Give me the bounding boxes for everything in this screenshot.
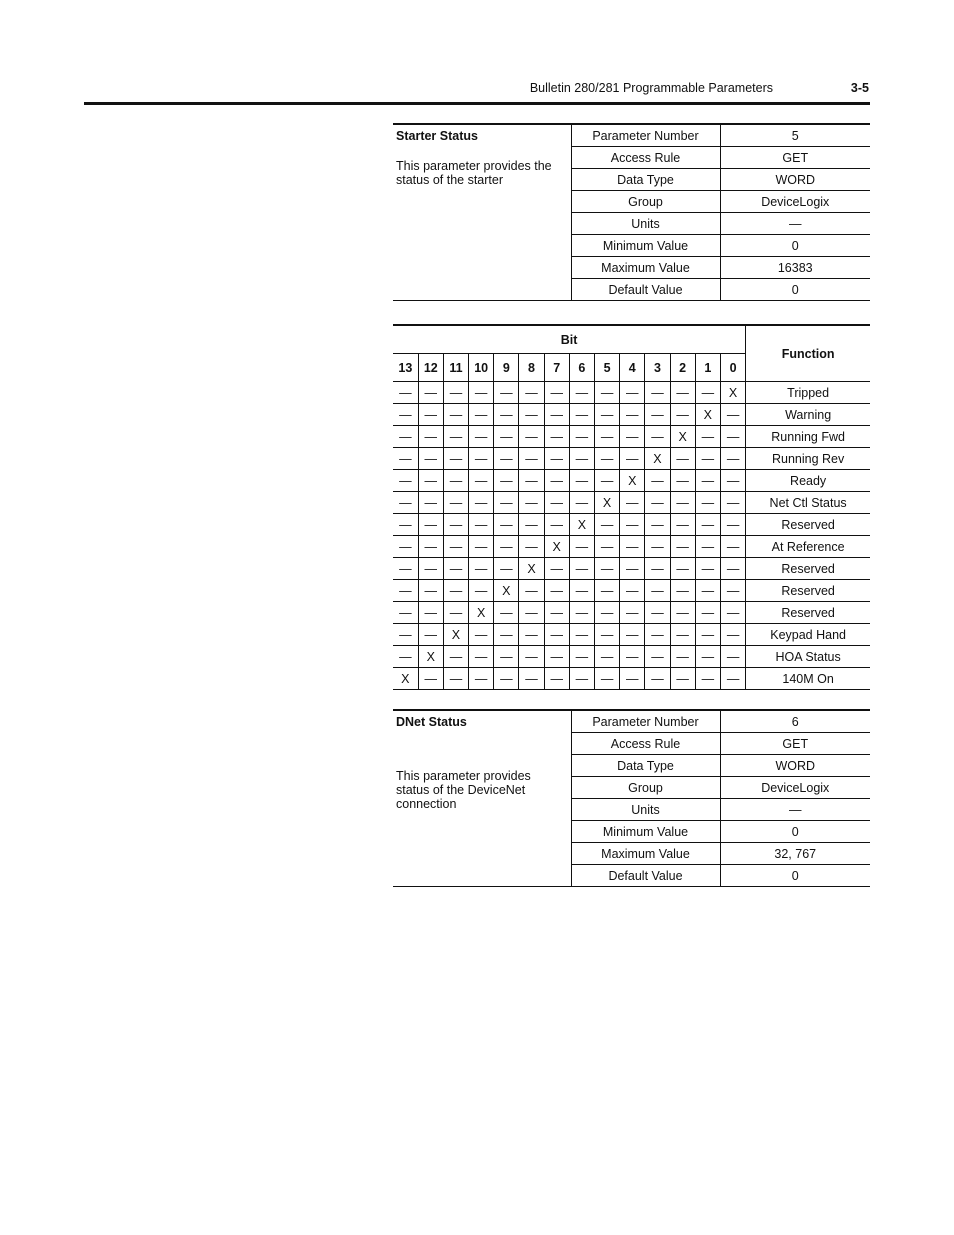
bit-clear-mark: —	[393, 426, 418, 448]
bit-number-header: 12	[418, 354, 443, 382]
bit-clear-mark: —	[720, 492, 745, 514]
bit-clear-mark: —	[469, 646, 494, 668]
bit-function-row	[393, 646, 870, 668]
bit-clear-mark: —	[494, 558, 519, 580]
bit-clear-mark: —	[494, 382, 519, 404]
bit-set-mark: X	[418, 646, 443, 668]
bit-function-row	[393, 492, 870, 514]
bit-set-mark: X	[569, 514, 594, 536]
bit-clear-mark: —	[720, 668, 745, 690]
bit-clear-mark: —	[418, 514, 443, 536]
parameter-label: Data Type	[571, 755, 720, 777]
bit-function-row	[393, 448, 870, 470]
bit-clear-mark: —	[519, 580, 544, 602]
bit-clear-mark: —	[720, 580, 745, 602]
bit-clear-mark: —	[544, 646, 569, 668]
bit-clear-mark: —	[544, 470, 569, 492]
parameter-label: Access Rule	[571, 147, 720, 169]
bit-number-header: 8	[519, 354, 544, 382]
bit-clear-mark: —	[670, 646, 695, 668]
bit-set-mark: X	[519, 558, 544, 580]
bit-clear-mark: —	[494, 404, 519, 426]
parameter-label: Data Type	[571, 169, 720, 191]
bit-clear-mark: —	[393, 580, 418, 602]
bit-set-mark: X	[544, 536, 569, 558]
parameter-row	[393, 124, 870, 147]
bit-clear-mark: —	[418, 470, 443, 492]
bit-clear-mark: —	[494, 492, 519, 514]
bit-clear-mark: —	[469, 426, 494, 448]
bit-clear-mark: —	[519, 382, 544, 404]
bit-clear-mark: —	[695, 514, 720, 536]
bit-clear-mark: —	[695, 382, 720, 404]
bit-clear-mark: —	[720, 624, 745, 646]
parameter-value: —	[720, 799, 870, 821]
running-header-title: Bulletin 280/281 Programmable Parameters	[529, 81, 773, 95]
bit-clear-mark: —	[620, 602, 645, 624]
bit-clear-mark: —	[418, 558, 443, 580]
bit-clear-mark: —	[443, 602, 468, 624]
bit-clear-mark: —	[569, 668, 594, 690]
bit-function-row	[393, 602, 870, 624]
bit-clear-mark: —	[519, 646, 544, 668]
bit-clear-mark: —	[519, 536, 544, 558]
bit-set-mark: X	[620, 470, 645, 492]
bit-function-label: Tripped	[746, 382, 870, 404]
bit-clear-mark: —	[569, 404, 594, 426]
bit-clear-mark: —	[620, 580, 645, 602]
bit-clear-mark: —	[670, 470, 695, 492]
bit-function-row	[393, 580, 870, 602]
parameter-value: GET	[720, 733, 870, 755]
bit-clear-mark: —	[595, 558, 620, 580]
parameter-value: 0	[720, 821, 870, 843]
bit-clear-mark: —	[695, 646, 720, 668]
bit-clear-mark: —	[393, 624, 418, 646]
starter-status-rows	[393, 124, 870, 301]
parameter-value: 6	[791, 714, 799, 729]
bit-clear-mark: —	[569, 470, 594, 492]
bit-clear-mark: —	[620, 514, 645, 536]
bit-number-header: 2	[670, 354, 695, 382]
bit-function-label: Reserved	[746, 602, 870, 624]
bit-clear-mark: —	[645, 646, 670, 668]
bit-clear-mark: —	[695, 470, 720, 492]
bit-clear-mark: —	[720, 448, 745, 470]
bit-set-mark: X	[645, 448, 670, 470]
bit-clear-mark: —	[519, 470, 544, 492]
bit-clear-mark: —	[418, 536, 443, 558]
bit-clear-mark: —	[620, 668, 645, 690]
bit-clear-mark: —	[645, 536, 670, 558]
bit-function-label: Ready	[746, 470, 870, 492]
bit-clear-mark: —	[544, 404, 569, 426]
parameter-value: DeviceLogix	[720, 777, 870, 799]
parameter-value: DeviceLogix	[720, 191, 870, 213]
bit-number-header: 3	[645, 354, 670, 382]
bit-clear-mark: —	[695, 492, 720, 514]
bit-clear-mark: —	[720, 404, 745, 426]
parameter-value: WORD	[720, 169, 870, 191]
bit-number-header: 0	[720, 354, 745, 382]
bit-clear-mark: —	[443, 426, 468, 448]
bit-clear-mark: —	[494, 668, 519, 690]
bit-clear-mark: —	[569, 624, 594, 646]
bit-clear-mark: —	[519, 426, 544, 448]
bit-clear-mark: —	[494, 536, 519, 558]
bit-function-row	[393, 404, 870, 426]
parameter-description-cell	[393, 710, 571, 887]
bit-clear-mark: —	[393, 646, 418, 668]
bit-clear-mark: —	[418, 580, 443, 602]
bit-number-header: 7	[544, 354, 569, 382]
bit-clear-mark: —	[469, 668, 494, 690]
parameter-title: Starter Status	[396, 129, 478, 143]
bit-function-row	[393, 536, 870, 558]
bit-clear-mark: —	[695, 448, 720, 470]
bit-set-mark: X	[443, 624, 468, 646]
bit-function-label: At Reference	[746, 536, 870, 558]
bit-clear-mark: —	[645, 624, 670, 646]
header-divider	[84, 102, 870, 105]
bit-set-mark: X	[469, 602, 494, 624]
parameter-value: 5	[791, 128, 799, 143]
bit-clear-mark: —	[544, 492, 569, 514]
parameter-label: Access Rule	[571, 733, 720, 755]
bit-clear-mark: —	[670, 382, 695, 404]
bit-clear-mark: —	[519, 448, 544, 470]
bit-clear-mark: —	[620, 536, 645, 558]
bit-clear-mark: —	[720, 470, 745, 492]
bit-function-label: Running Fwd	[746, 426, 870, 448]
bit-clear-mark: —	[645, 580, 670, 602]
parameter-label: Group	[571, 191, 720, 213]
bit-clear-mark: —	[569, 492, 594, 514]
bit-clear-mark: —	[418, 448, 443, 470]
bit-clear-mark: —	[443, 558, 468, 580]
bit-function-label: Net Ctl Status	[746, 492, 870, 514]
parameter-row	[393, 710, 870, 733]
parameter-title: DNet Status	[396, 715, 467, 729]
function-header: Function	[746, 325, 870, 382]
bit-clear-mark: —	[695, 580, 720, 602]
bit-clear-mark: —	[620, 404, 645, 426]
bit-clear-mark: —	[519, 602, 544, 624]
bit-clear-mark: —	[645, 602, 670, 624]
parameter-value: 32, 767	[720, 843, 870, 865]
bit-function-row	[393, 558, 870, 580]
bit-clear-mark: —	[418, 668, 443, 690]
bit-clear-mark: —	[720, 426, 745, 448]
bit-set-mark: X	[393, 668, 418, 690]
starter-status-bit-table	[393, 324, 870, 690]
bit-clear-mark: —	[393, 602, 418, 624]
bit-clear-mark: —	[620, 558, 645, 580]
bit-clear-mark: —	[494, 514, 519, 536]
bit-clear-mark: —	[469, 580, 494, 602]
bit-clear-mark: —	[469, 404, 494, 426]
bit-set-mark: X	[670, 426, 695, 448]
bit-function-label: HOA Status	[746, 646, 870, 668]
bit-function-row	[393, 668, 870, 690]
parameter-label: Units	[571, 799, 720, 821]
bit-clear-mark: —	[519, 514, 544, 536]
bit-clear-mark: —	[645, 382, 670, 404]
bit-clear-mark: —	[469, 558, 494, 580]
bit-clear-mark: —	[695, 536, 720, 558]
bit-clear-mark: —	[544, 426, 569, 448]
bit-clear-mark: —	[469, 382, 494, 404]
bit-clear-mark: —	[519, 668, 544, 690]
bit-function-label: Warning	[746, 404, 870, 426]
parameter-value: 16383	[720, 257, 870, 279]
bit-clear-mark: —	[469, 492, 494, 514]
bit-clear-mark: —	[494, 448, 519, 470]
bit-clear-mark: —	[418, 602, 443, 624]
bit-clear-mark: —	[569, 558, 594, 580]
bit-clear-mark: —	[645, 426, 670, 448]
bit-clear-mark: —	[670, 668, 695, 690]
bit-function-row	[393, 426, 870, 448]
bit-clear-mark: —	[670, 404, 695, 426]
bit-clear-mark: —	[469, 536, 494, 558]
bit-clear-mark: —	[595, 448, 620, 470]
bit-clear-mark: —	[620, 448, 645, 470]
bit-clear-mark: —	[569, 580, 594, 602]
parameter-value: 0	[720, 235, 870, 257]
bit-function-label: 140M On	[746, 668, 870, 690]
bit-clear-mark: —	[569, 426, 594, 448]
bit-clear-mark: —	[645, 470, 670, 492]
bit-clear-mark: —	[443, 470, 468, 492]
parameter-label: Minimum Value	[571, 821, 720, 843]
bit-clear-mark: —	[695, 668, 720, 690]
bit-clear-mark: —	[620, 492, 645, 514]
bit-clear-mark: —	[494, 646, 519, 668]
bit-clear-mark: —	[519, 624, 544, 646]
parameter-value: —	[720, 213, 870, 235]
dnet-status-parameter-table	[393, 709, 870, 887]
bit-set-mark: X	[494, 580, 519, 602]
bit-clear-mark: —	[544, 382, 569, 404]
bit-clear-mark: —	[443, 448, 468, 470]
bit-clear-mark: —	[645, 404, 670, 426]
bit-clear-mark: —	[469, 624, 494, 646]
bit-clear-mark: —	[544, 602, 569, 624]
bit-clear-mark: —	[569, 382, 594, 404]
bit-clear-mark: —	[595, 404, 620, 426]
parameter-value: GET	[720, 147, 870, 169]
parameter-label: Maximum Value	[571, 257, 720, 279]
parameter-label: Maximum Value	[571, 843, 720, 865]
bit-clear-mark: —	[443, 404, 468, 426]
bit-clear-mark: —	[544, 514, 569, 536]
bit-clear-mark: —	[595, 470, 620, 492]
bit-clear-mark: —	[469, 514, 494, 536]
bit-function-label: Reserved	[746, 580, 870, 602]
bit-function-row	[393, 624, 870, 646]
bit-clear-mark: —	[695, 624, 720, 646]
bit-clear-mark: —	[670, 624, 695, 646]
bit-clear-mark: —	[418, 382, 443, 404]
bit-clear-mark: —	[720, 558, 745, 580]
bit-clear-mark: —	[645, 668, 670, 690]
bit-clear-mark: —	[544, 668, 569, 690]
bit-number-header: 11	[443, 354, 468, 382]
bit-clear-mark: —	[569, 448, 594, 470]
bit-clear-mark: —	[393, 470, 418, 492]
bit-clear-mark: —	[393, 514, 418, 536]
bit-clear-mark: —	[494, 426, 519, 448]
parameter-label: Parameter Number	[571, 124, 720, 147]
bit-clear-mark: —	[418, 426, 443, 448]
parameter-label: Parameter Number	[571, 710, 720, 733]
bit-rows	[393, 382, 870, 690]
bit-clear-mark: —	[469, 448, 494, 470]
parameter-description-cell	[393, 124, 571, 301]
bit-clear-mark: —	[670, 580, 695, 602]
bit-clear-mark: —	[443, 668, 468, 690]
bit-number-header: 5	[595, 354, 620, 382]
parameter-description: This parameter provides status of the DeviceNet connection	[396, 769, 531, 811]
bit-set-mark: X	[695, 404, 720, 426]
parameter-label: Default Value	[571, 865, 720, 887]
bit-clear-mark: —	[393, 382, 418, 404]
parameter-label: Default Value	[571, 279, 720, 301]
bit-clear-mark: —	[670, 448, 695, 470]
bit-clear-mark: —	[393, 536, 418, 558]
starter-status-parameter-table	[393, 123, 870, 301]
bit-clear-mark: —	[569, 646, 594, 668]
bit-number-header: 9	[494, 354, 519, 382]
bit-function-label: Running Rev	[746, 448, 870, 470]
bit-clear-mark: —	[443, 382, 468, 404]
bit-clear-mark: —	[720, 646, 745, 668]
bit-clear-mark: —	[645, 492, 670, 514]
bit-function-label: Keypad Hand	[746, 624, 870, 646]
bit-clear-mark: —	[620, 646, 645, 668]
bit-clear-mark: —	[645, 514, 670, 536]
bit-set-mark: X	[595, 492, 620, 514]
bit-clear-mark: —	[670, 492, 695, 514]
bit-function-row	[393, 470, 870, 492]
parameter-description: This parameter provides the status of the starter	[396, 159, 552, 187]
bit-clear-mark: —	[569, 536, 594, 558]
bit-function-row	[393, 382, 870, 404]
bit-clear-mark: —	[519, 404, 544, 426]
bit-clear-mark: —	[494, 470, 519, 492]
bit-group-header: Bit	[560, 332, 578, 347]
bit-clear-mark: —	[544, 624, 569, 646]
bit-clear-mark: —	[544, 558, 569, 580]
bit-group-header-row	[393, 325, 870, 354]
bit-clear-mark: —	[595, 382, 620, 404]
bit-clear-mark: —	[670, 514, 695, 536]
bit-clear-mark: —	[418, 404, 443, 426]
bit-function-label: Reserved	[746, 558, 870, 580]
bit-clear-mark: —	[443, 536, 468, 558]
bit-clear-mark: —	[595, 668, 620, 690]
bit-clear-mark: —	[720, 514, 745, 536]
bit-number-header: 13	[393, 354, 418, 382]
bit-clear-mark: —	[443, 492, 468, 514]
bit-clear-mark: —	[393, 448, 418, 470]
bit-clear-mark: —	[670, 536, 695, 558]
bit-number-header: 10	[469, 354, 494, 382]
bit-clear-mark: —	[469, 470, 494, 492]
bit-clear-mark: —	[670, 558, 695, 580]
page-number: 3-5	[850, 81, 869, 95]
bit-clear-mark: —	[720, 602, 745, 624]
bit-clear-mark: —	[443, 514, 468, 536]
bit-clear-mark: —	[620, 382, 645, 404]
bit-clear-mark: —	[569, 602, 594, 624]
parameter-label: Minimum Value	[571, 235, 720, 257]
bit-clear-mark: —	[544, 580, 569, 602]
bit-clear-mark: —	[393, 558, 418, 580]
bit-clear-mark: —	[595, 426, 620, 448]
bit-function-row	[393, 514, 870, 536]
bit-set-mark: X	[720, 382, 745, 404]
dnet-status-rows	[393, 710, 870, 887]
bit-clear-mark: —	[519, 492, 544, 514]
bit-clear-mark: —	[595, 624, 620, 646]
bit-clear-mark: —	[544, 448, 569, 470]
bit-clear-mark: —	[443, 580, 468, 602]
bit-clear-mark: —	[645, 558, 670, 580]
bit-clear-mark: —	[595, 536, 620, 558]
bit-clear-mark: —	[595, 580, 620, 602]
bit-number-header: 6	[569, 354, 594, 382]
bit-clear-mark: —	[695, 602, 720, 624]
bit-clear-mark: —	[393, 404, 418, 426]
bit-clear-mark: —	[494, 602, 519, 624]
parameter-value: 0	[720, 279, 870, 301]
bit-number-header: 1	[695, 354, 720, 382]
bit-clear-mark: —	[670, 602, 695, 624]
bit-clear-mark: —	[595, 514, 620, 536]
bit-clear-mark: —	[720, 536, 745, 558]
parameter-label: Units	[571, 213, 720, 235]
bit-number-header: 4	[620, 354, 645, 382]
parameter-value: WORD	[720, 755, 870, 777]
bit-clear-mark: —	[695, 426, 720, 448]
bit-clear-mark: —	[418, 492, 443, 514]
bit-clear-mark: —	[695, 558, 720, 580]
bit-clear-mark: —	[443, 646, 468, 668]
parameter-value: 0	[720, 865, 870, 887]
bit-clear-mark: —	[620, 426, 645, 448]
bit-clear-mark: —	[393, 492, 418, 514]
bit-clear-mark: —	[595, 646, 620, 668]
bit-function-label: Reserved	[746, 514, 870, 536]
bit-clear-mark: —	[494, 624, 519, 646]
bit-clear-mark: —	[595, 602, 620, 624]
bit-clear-mark: —	[418, 624, 443, 646]
bit-clear-mark: —	[620, 624, 645, 646]
parameter-label: Group	[571, 777, 720, 799]
